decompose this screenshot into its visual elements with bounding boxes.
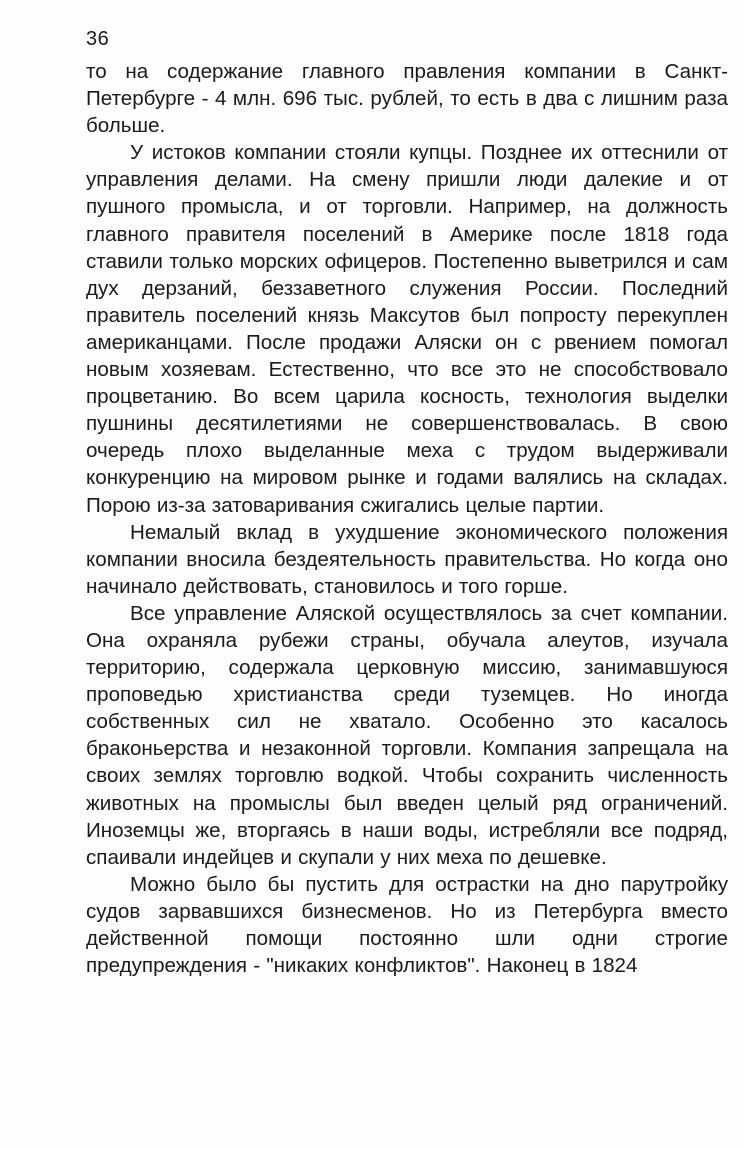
page-number: 36	[86, 28, 110, 50]
paragraph: Немалый вклад в ухудшение экономического положения компании вносила бездеятельность правительства. Но когда оно начинало действовать, становилось и того горше.	[86, 520, 728, 598]
paragraph-continuation: то на содержание главного правления компании в Санкт-Петербурге - 4 млн. 696 тыс. рублей, то есть в два с лишним раза больше.	[86, 60, 728, 138]
paragraph: У истоков компании стояли купцы. Позднее их оттеснили от управления делами. На смену пришли люди далекие и от пушного промысла, и от торговли. Например, на должность главного правителя поселений в Америке после 1818 года ставили только морских офицеров. Постепенно выветрился и сам дух дерзаний, беззаветного служения России. Последний правитель поселений князь Максутов был попросту перекуплен американцами. После продажи Аляски он с рвением помогал новым хозяевам. Естественно, что все это не способствовало процветанию. Во всем царила косность, технология выделки пушнины десятилетиями не совершенствовалась. В свою очередь плохо выделанные меха с трудом выдерживали конкуренцию на мировом рынке и годами валялись на складах. Порою из-за затоваривания сжигались целые партии.	[86, 141, 728, 517]
body-text	[86, 58, 728, 979]
paragraph: Все управление Аляской осуществлялось за счет компании. Она охраняла рубежи страны, обучала алеутов, изучала территорию, содержала церковную миссию, занимавшуюся проповедью христианства среди туземцев. Но иногда собственных сил не хватало. Особенно это касалось браконьерства и незаконной торговли. Компания запрещала на своих землях торговлю водкой. Чтобы сохранить численность животных на промыслы был введен целый ряд ограничений. Иноземцы же, вторгаясь в наши воды, истребляли все подряд, спаивали индейцев и скупали у них меха по дешевке.	[86, 601, 728, 869]
paragraph: Можно было бы пустить для острастки на дно парутройку судов зарвавшихся бизнесменов. Но из Петербурга вместо действенной помощи постоянно шли одни строгие предупреждения - "никаких конфликтов". Наконец в 1824	[86, 872, 728, 978]
